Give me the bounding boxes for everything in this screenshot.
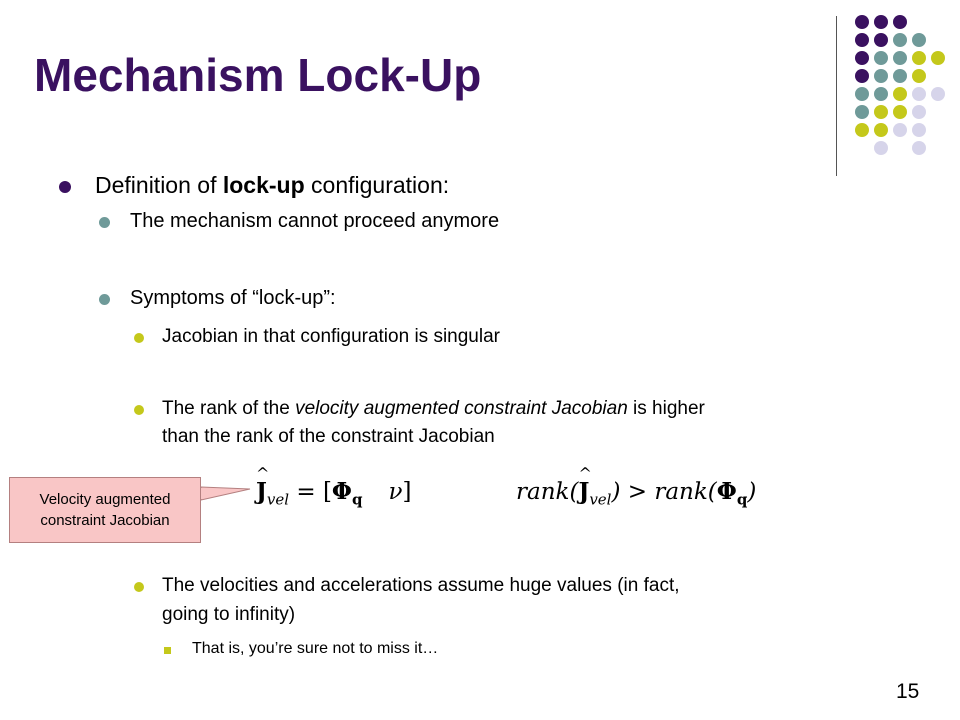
callout-box (9, 477, 201, 543)
decorative-dot (912, 69, 926, 83)
callout-line1: Velocity augmented (39, 491, 171, 508)
decorative-dot (912, 33, 926, 47)
decorative-dot (874, 33, 888, 47)
definition-suffix: configuration: (304, 172, 450, 198)
bullet-dot (59, 181, 71, 193)
decorative-dot (874, 123, 888, 137)
page-number: 15 (896, 680, 920, 703)
slide-title: Mechanism Lock-Up (34, 49, 482, 101)
decorative-dot (893, 123, 907, 137)
decorative-dot (931, 51, 945, 65)
miss-it-text: That is, you’re sure not to miss it… (192, 640, 439, 657)
bullet-dot (134, 405, 144, 415)
bullet-dot (99, 294, 110, 305)
decorative-dot (893, 87, 907, 101)
decorative-dot (893, 69, 907, 83)
bullet-square (164, 647, 171, 654)
decorative-dot (874, 141, 888, 155)
rank-suffix: is higher (627, 398, 705, 419)
rank-text-line2: than the rank of the constraint Jacobian (162, 426, 495, 447)
decorative-dot (855, 87, 869, 101)
decorative-dot (855, 51, 869, 65)
decorative-dot (874, 51, 888, 65)
rank-italic: velocity augmented constraint Jacobian (295, 398, 628, 419)
decorative-dot (874, 69, 888, 83)
callout-line2: constraint Jacobian (40, 512, 170, 529)
definition-bold-term: lock-up (222, 172, 305, 198)
decorative-dot (874, 15, 888, 29)
decorative-dot (893, 33, 907, 47)
decorative-dot (855, 105, 869, 119)
decorative-dot (855, 33, 869, 47)
proceed-text: The mechanism cannot proceed anymore (130, 210, 500, 232)
decorative-dot (912, 87, 926, 101)
jacobian-singular-text: Jacobian in that configuration is singular (162, 326, 500, 347)
definition-prefix: Definition of (95, 172, 223, 198)
decorative-dot (893, 15, 907, 29)
decorative-dot (855, 15, 869, 29)
decorative-dot (855, 123, 869, 137)
rank-text-line1 (162, 398, 705, 420)
bullet-dot (134, 582, 144, 592)
jvel-hat-symbol: J ^ (256, 464, 270, 505)
rank-prefix: The rank of the (162, 398, 296, 419)
velocities-line2: going to infinity) (162, 604, 296, 625)
decorative-dot (855, 69, 869, 83)
decorative-dot (912, 141, 926, 155)
decorative-divider (836, 16, 837, 176)
bullet-dot (99, 217, 110, 228)
decorative-dot (931, 87, 945, 101)
decorative-dot (893, 51, 907, 65)
symptoms-text: Symptoms of “lock-up”: (130, 287, 336, 309)
definition-line (95, 172, 449, 199)
equation-right: rank(J ^ $_{vel}) > rank(\Phi_q)$ (516, 464, 757, 509)
decorative-dot (912, 105, 926, 119)
equation-left: J ^ $_{vel} = [\Phi_q$ ν] (256, 464, 412, 509)
jvel-hat-symbol: J ^ (578, 464, 592, 505)
bullet-dot (134, 333, 144, 343)
decorative-dot (874, 87, 888, 101)
decorative-dot (912, 51, 926, 65)
decorative-dot (874, 105, 888, 119)
decorative-dot (912, 123, 926, 137)
decorative-dot (893, 105, 907, 119)
velocities-line1: The velocities and accelerations assume huge values (in fact, (162, 575, 680, 596)
